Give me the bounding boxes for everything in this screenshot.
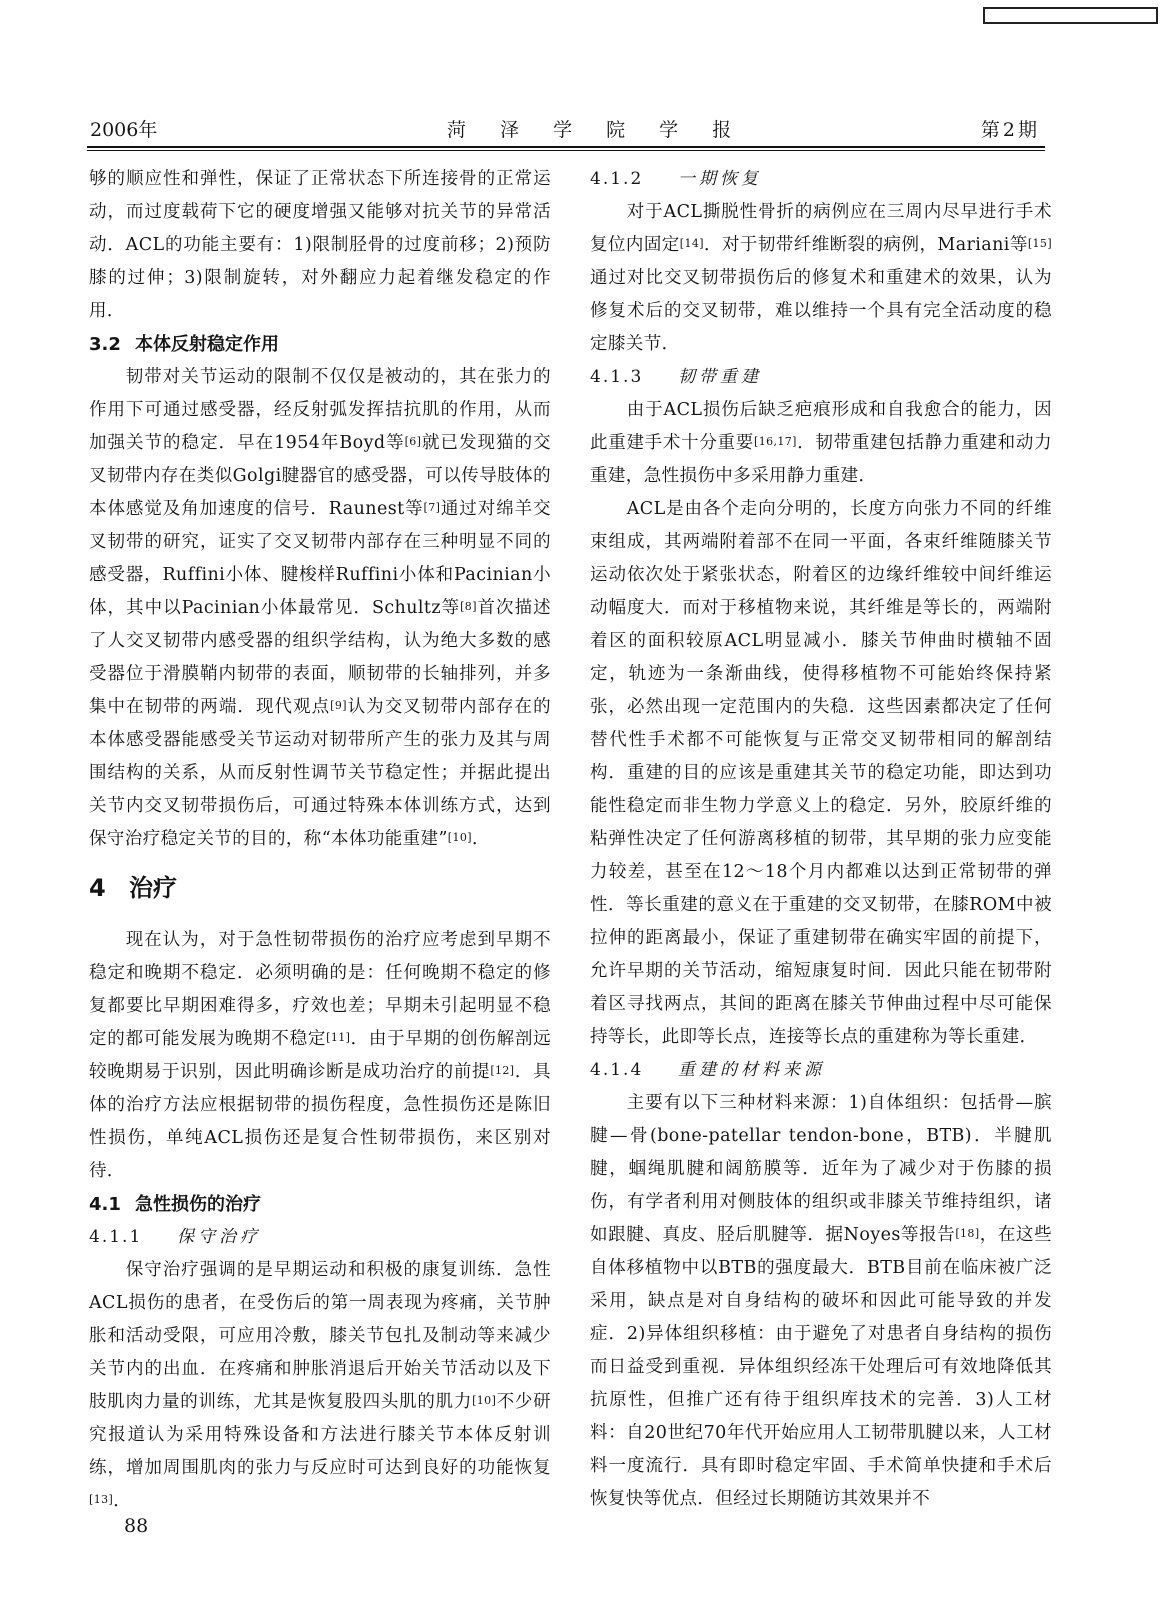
- citation-ref: [8]: [460, 600, 477, 613]
- section-number: 4: [89, 874, 106, 902]
- citation-ref: [12]: [490, 1064, 515, 1077]
- text-run: ．: [471, 829, 490, 849]
- citation-ref: [6]: [404, 435, 422, 448]
- text-run: 首次描述了人交叉韧带内感受器的组织学结构，认为绝大多数的感受器位于滑膜鞘内韧带的表面，顺韧带的长轴排列，并多集中在韧带的两端．现代观点: [89, 598, 551, 717]
- text-run: ．韧带重建包括静力重建和动力重建，急性损伤中多采用静力重建．: [590, 433, 1052, 486]
- top-corner-box: [983, 7, 1158, 24]
- paragraph-graft-materials: [590, 1087, 1052, 1516]
- header-year: 2006年: [90, 119, 158, 141]
- text-run: 现在认为，对于急性韧带损伤的治疗应考虑到早期不稳定和晚期不稳定．必须明确的是：任何晚期不稳定的修复都要比早期困难得多，疗效也差；早期未引起明显不稳定的都可能发展为晚期不稳定: [89, 930, 551, 1049]
- text-run: ．由于早期的创伤解剖远较晚期易于识别，因此明确诊断是成功治疗的前提: [89, 1029, 552, 1082]
- text-run: ．对于韧带纤维断裂的病例，Mariani等: [703, 235, 1028, 255]
- header-journal-title: 菏 泽 学 院 学 报: [447, 119, 746, 141]
- right-column: [590, 163, 1052, 1516]
- paragraph-proprioception: [89, 361, 551, 856]
- paragraph-ligament-reconstruction: [590, 394, 1052, 493]
- citation-ref: [15]: [1027, 237, 1053, 250]
- section-title: 急性损伤的治疗: [135, 1194, 261, 1215]
- subsection-title: 重建的材料来源: [678, 1060, 825, 1080]
- paragraph-acl-function: 够的顺应性和弹性，保证了正常状态下所连接骨的正常运动，而过度载荷下它的硬度增强又能够对抗关节的异常活动．ACL的功能主要有：1)限制胫骨的过度前移；2)预防膝的过伸；3)限制旋转，对外翻应力起着继发稳定的作用．: [89, 169, 551, 321]
- header-rule: [87, 146, 1045, 148]
- text-run: 韧带对关节运动的限制不仅仅是被动的，其在张力的作用下可通过感受器，经反射弧发挥拮抗肌的作用，从而加强关节的稳定．早在1954年Boyd等: [89, 367, 551, 453]
- text-run: 对于ACL撕脱性骨折的病例应在三周内尽早进行手术复位内固定: [590, 202, 1052, 255]
- citation-ref: [7]: [423, 501, 441, 514]
- subsection-title: 保守治疗: [177, 1227, 261, 1247]
- citation-ref: [16,17]: [754, 435, 797, 448]
- citation-ref: [10]: [447, 831, 472, 844]
- subsection-number: 4.1.1: [89, 1227, 143, 1247]
- header-issue: 第2期: [980, 119, 1040, 141]
- header-rule-thin: [87, 150, 1045, 151]
- text-run: ，在这些自体移植物中以BTB的强度最大．BTB目前在临床被广泛采用，缺点是对自身结构的破坏和因此可能导致的并发症．2)异体组织移植：由于避免了对患者自身结构的损伤而日益受到重视．异体组织经冻干处理后可有效地降低其抗原性，但推广还有待于组织库技术的完善．3)人工材料：自20世纪70年代开始应用人工韧带肌腱以来，人工材料一度流行．具有即时稳定牢固、手术简单快捷和手术后恢复快等优点．但经过长期随访其效果并不: [590, 1225, 1052, 1509]
- section-number: 3.2: [89, 334, 121, 355]
- text-run: 保守治疗强调的是早期运动和积极的康复训练．急性ACL损伤的患者，在受伤后的第一周表现为疼痛，关节肿胀和活动受限，可应用冷敷，膝关节包扎及制动等来减少关节内的出血．在疼痛和肿胀消退后开始关节活动以及下肢肌肉力量的训练，尤其是恢复股四头肌的肌力: [89, 1260, 551, 1412]
- section-number: 4.1: [89, 1194, 121, 1215]
- paragraph-conservative-treatment: [89, 1254, 551, 1518]
- citation-ref: [14]: [679, 237, 704, 250]
- text-run: 不少研究报道认为采用特殊设备和方法进行膝关节本体反射训练，增加周围肌肉的张力与反应时可达到良好的功能恢复: [89, 1392, 551, 1478]
- section-title: 本体反射稳定作用: [135, 334, 279, 355]
- text-run: 就已发现猫的交叉韧带内存在类似Golgi腱器官的感受器，可以传导肢体的本体感觉及角加速度的信号．Raunest等: [89, 433, 551, 519]
- page-number: 88: [124, 1515, 149, 1537]
- subsection-heading-4-1-4: [590, 1054, 1052, 1087]
- section-heading-4: [89, 868, 551, 908]
- section-heading-3-2: [89, 328, 551, 361]
- subsection-title: 一期恢复: [678, 169, 762, 189]
- paragraph-isometric-reconstruction: ACL是由各个走向分明的，长度方向张力不同的纤维束组成，其两端附着部不在同一平面，各束纤维随膝关节运动依次处于紧张状态，附着区的边缘纤维较中间纤维运动幅度大．而对于移植物来说，其纤维是等长的，两端附着区的面积较原ACL明显减小．膝关节伸曲时横轴不固定，轨迹为一条渐曲线，使得移植物不可能始终保持紧张，必然出现一定范围内的失稳．这些因素都决定了任何替代性手术都不可能恢复与正常交叉韧带相同的解剖结构．重建的目的应该是重建其关节的稳定功能，即达到功能性稳定而非生物力学意义上的稳定．另外，胶原纤维的粘弹性决定了任何游离移植的韧带，其早期的张力应变能力较差，甚至在12～18个月内都难以达到正常韧带的弹性．等长重建的意义在于重建的交叉韧带，在膝ROM中被拉伸的距离最小，保证了重建韧带在确实牢固的前提下，允许早期的关节活动，缩短康复时间．因此只能在韧带附着区寻找两点，其间的距离在膝关节伸曲过程中尽可能保持等长，此即等长点，连接等长点的重建称为等长重建．: [590, 499, 1052, 1047]
- citation-ref: [10]: [472, 1394, 497, 1407]
- subsection-heading-4-1-3: [590, 361, 1052, 394]
- subsection-number: 4.1.2: [590, 169, 644, 189]
- section-heading-4-1: [89, 1188, 551, 1221]
- text-run: 通过对绵羊交叉韧带的研究，证实了交叉韧带内部存在三种明显不同的感受器，Ruffini小体、腱梭样Ruffini小体和Pacinian小体，其中以Pacinian小体最常见．Schultz等: [89, 499, 551, 618]
- subsection-number: 4.1.4: [590, 1060, 644, 1080]
- text-run: ．具体的治疗方法应根据韧带的损伤程度，急性损伤还是陈旧性损伤，单纯ACL损伤还是复合性韧带损伤，来区别对待．: [89, 1062, 551, 1181]
- text-run: 由于ACL损伤后缺乏疤痕形成和自我愈合的能力，因此重建手术十分重要: [590, 400, 1052, 453]
- citation-ref: [18]: [955, 1227, 980, 1240]
- left-column: [89, 163, 551, 1518]
- citation-ref: [13]: [89, 1493, 114, 1506]
- subsection-heading-4-1-1: [89, 1221, 551, 1254]
- citation-ref: [11]: [326, 1031, 351, 1044]
- section-title: 治疗: [129, 874, 177, 902]
- paragraph-treatment-intro: [89, 924, 551, 1188]
- paragraph-primary-repair: [590, 196, 1052, 361]
- text-run: ．: [113, 1491, 132, 1511]
- subsection-title: 韧带重建: [678, 367, 762, 387]
- text-run: 通过对比交叉韧带损伤后的修复术和重建术的效果，认为修复术后的交叉韧带，难以维持一个具有完全活动度的稳定膝关节．: [590, 268, 1052, 354]
- subsection-heading-4-1-2: [590, 163, 1052, 196]
- text-run: 主要有以下三种材料来源：1)自体组织：包括骨—膑腱—骨(bone-patellar tendon-bone，BTB)．半腱肌腱，蝈绳肌腱和阔筋膜等．近年为了减少对于伤膝的损伤，有学者利用对侧肢体的组织或非膝关节维持组织，诸如跟腱、真皮、胫后肌腱等．据Noyes等报告: [590, 1093, 1052, 1245]
- text-run: 认为交叉韧带内部存在的本体感受器能感受关节运动对韧带所产生的张力及其与周围结构的关系，从而反射性调节关节稳定性；并据此提出关节内交叉韧带损伤后，可通过特殊本体训练方式，达到保守治疗稳定关节的目的，称“本体功能重建”: [89, 697, 551, 849]
- citation-ref: [9]: [330, 699, 347, 712]
- subsection-number: 4.1.3: [590, 367, 644, 387]
